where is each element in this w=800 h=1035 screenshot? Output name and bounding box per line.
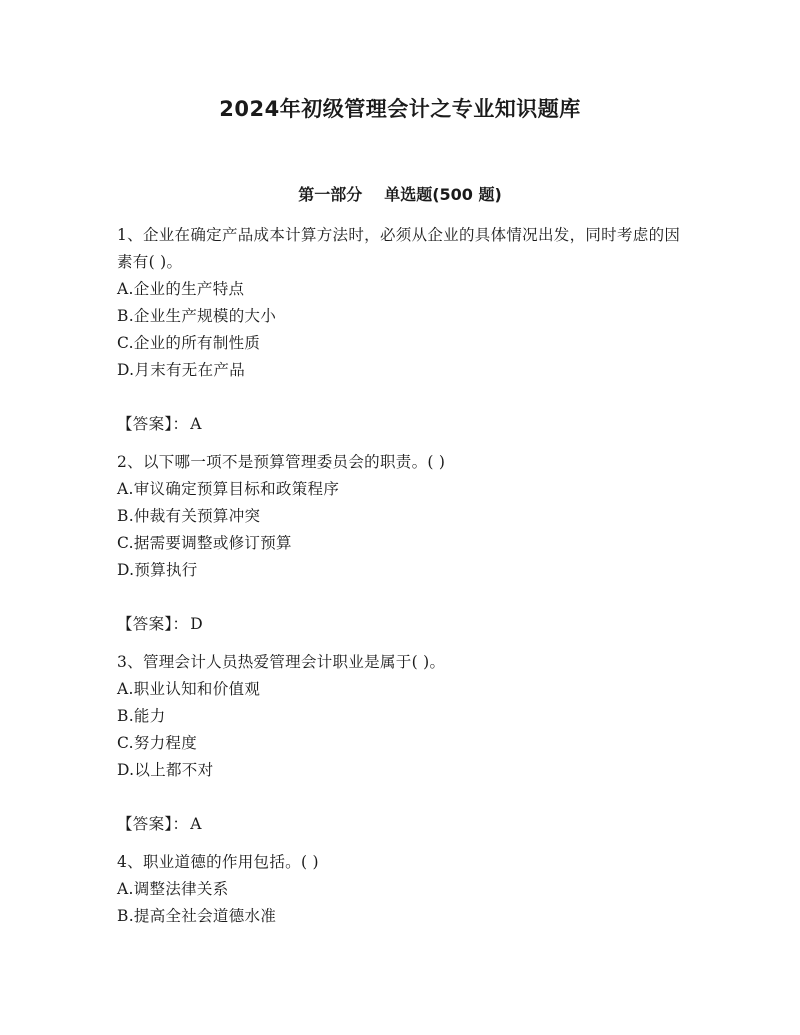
option-c: C.据需要调整或修订预算 <box>117 534 292 552</box>
option-d: D.月末有无在产品 <box>117 361 246 379</box>
option-c: C.努力程度 <box>117 734 198 752</box>
answer-value: A <box>190 415 202 433</box>
question-list <box>117 222 683 930</box>
option-b: B.提高全社会道德水准 <box>117 907 277 925</box>
question-2 <box>117 449 683 638</box>
answer-line <box>117 411 683 438</box>
question-4 <box>117 849 683 930</box>
answer-label: 【答案】： <box>117 415 189 433</box>
section-title <box>0 183 800 207</box>
question-stem: 3、管理会计人员热爱管理会计职业是属于( )。 <box>117 653 446 671</box>
section-part: 第一部分 <box>298 185 363 204</box>
option-a: A.审议确定预算目标和政策程序 <box>117 480 340 498</box>
answer-label: 【答案】： <box>117 815 189 833</box>
question-stem: 2、以下哪一项不是预算管理委员会的职责。( ) <box>117 453 446 471</box>
option-b: B.能力 <box>117 707 166 725</box>
option-b: B.仲裁有关预算冲突 <box>117 507 261 525</box>
option-d: D.以上都不对 <box>117 761 214 779</box>
answer-label: 【答案】： <box>117 615 189 633</box>
answer-value: A <box>190 815 202 833</box>
answer-value: D <box>190 615 203 633</box>
question-stem: 4、职业道德的作用包括。( ) <box>117 853 319 871</box>
option-a: A.企业的生产特点 <box>117 280 245 298</box>
option-c: C.企业的所有制性质 <box>117 334 261 352</box>
question-1 <box>117 222 683 438</box>
option-a: A.调整法律关系 <box>117 880 229 898</box>
question-stem: 1、企业在确定产品成本计算方法时，必须从企业的具体情况出发，同时考虑的因素有( )。 <box>117 226 681 271</box>
section-name: 单选题(500 题) <box>384 185 502 204</box>
document-title: 2024年初级管理会计之专业知识题库 <box>219 97 581 121</box>
answer-line <box>117 811 683 838</box>
answer-line <box>117 611 683 638</box>
option-a: A.职业认知和价值观 <box>117 680 261 698</box>
option-d: D.预算执行 <box>117 561 198 579</box>
question-3 <box>117 649 683 838</box>
option-b: B.企业生产规模的大小 <box>117 307 277 325</box>
